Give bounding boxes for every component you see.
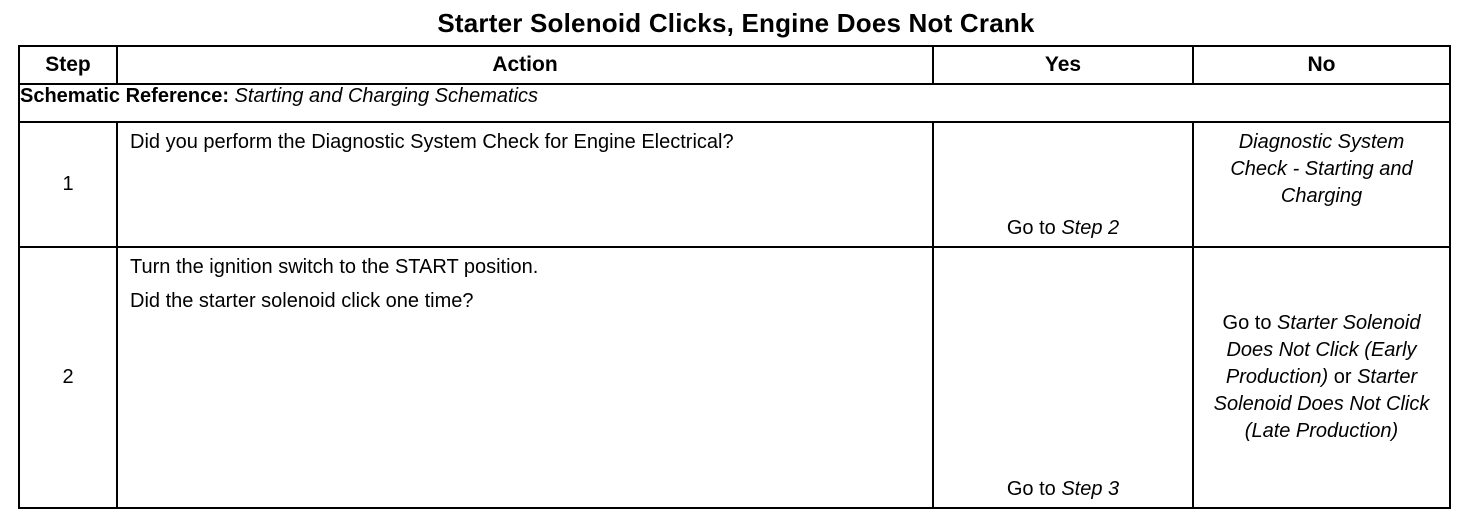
no-or-text: or [1328, 366, 1358, 388]
action-cell [117, 247, 933, 508]
header-yes: Yes [933, 46, 1193, 84]
page-title: Starter Solenoid Clicks, Engine Does Not Crank [437, 8, 1035, 38]
no-link-early-production[interactable]: Starter Solenoid Does Not Click (Early Production) [1225, 312, 1421, 388]
schematic-reference-link[interactable]: Starting and Charging Schematics [234, 85, 539, 107]
yes-cell [933, 122, 1193, 247]
schematic-reference [19, 84, 1450, 122]
table-row-step-2 [19, 247, 1450, 508]
action-text: Turn the ignition switch to the START position. [130, 256, 539, 278]
no-result-link[interactable]: Diagnostic System Check - Starting and Charging [1230, 131, 1413, 207]
diagnostic-table [18, 45, 1451, 509]
header-step: Step [19, 46, 117, 84]
yes-cell [933, 247, 1193, 508]
action-text: Did the starter solenoid click one time? [130, 290, 474, 312]
action-cell [117, 122, 933, 247]
yes-prefix: Go to [1006, 217, 1062, 239]
no-result [1200, 310, 1443, 445]
no-cell [1193, 122, 1450, 247]
yes-result [934, 478, 1192, 501]
yes-step-link[interactable]: Step 3 [1061, 478, 1120, 500]
table-row-step-1 [19, 122, 1450, 247]
no-cell [1193, 247, 1450, 508]
schematic-reference-row [19, 84, 1450, 122]
yes-step-link[interactable]: Step 2 [1061, 217, 1120, 239]
header-no: No [1193, 46, 1450, 84]
step-number: 2 [19, 247, 117, 508]
header-row [19, 46, 1450, 84]
header-action: Action [117, 46, 933, 84]
step-number: 1 [19, 122, 117, 247]
no-prefix: Go to [1222, 312, 1278, 334]
yes-result [934, 217, 1192, 240]
schematic-reference-label: Schematic Reference: [20, 85, 229, 107]
action-text: Did you perform the Diagnostic System Check for Engine Electrical? [130, 131, 734, 153]
no-link-late-production[interactable]: Starter Solenoid Does Not Click (Late Production) [1213, 366, 1430, 442]
yes-prefix: Go to [1006, 478, 1062, 500]
